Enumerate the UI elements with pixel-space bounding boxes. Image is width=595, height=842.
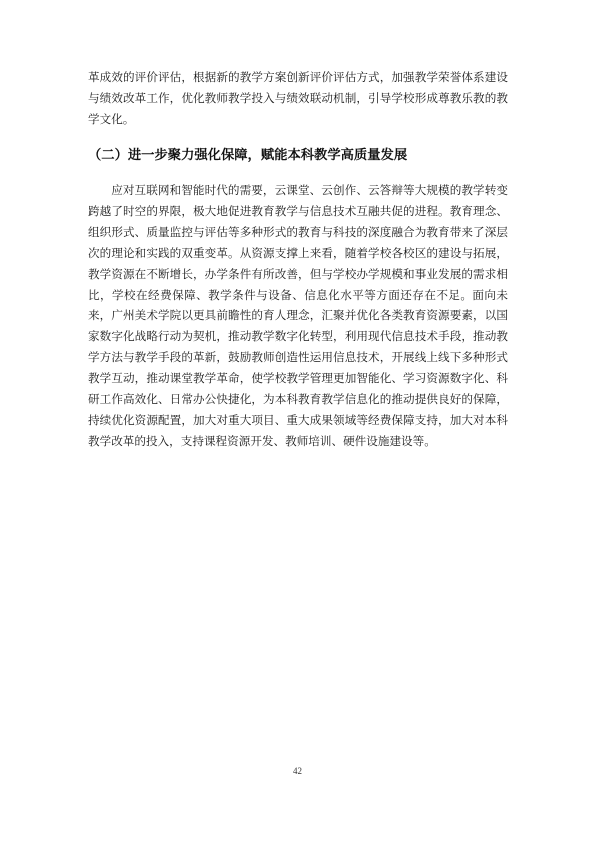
- continuation-paragraph: 革成效的评价评估，根据新的教学方案创新评价评估方式，加强教学荣誉体系建设与绩效改革工作，优化教师教学投入与绩效联动机制，引导学校形成尊教乐教的教学文化。: [88, 70, 508, 126]
- section-heading: （二）进一步聚力强化保障，赋能本科教学高质量发展: [88, 148, 408, 163]
- page-number: 42: [293, 766, 302, 776]
- section-body-paragraph: 应对互联网和智能时代的需要，云课堂、云创作、云答辩等大规模的教学转变跨越了时空的界限，极大地促进教育教学与信息技术互融共促的进程。教育理念、组织形式、质量监控与评估等多种形式的教育与科技的深度融合为教育带来了深层次的理论和实践的双重变革。从资源支撑上来看，随着学校各校区的建设与拓展，教学资源在不断增长，办学条件有所改善，但与学校办学规模和事业发展的需求相比，学校在经费保障、教学条件与设备、信息化水平等方面还存在不足。面向未来，广州美术学院以更具前瞻性的育人理念，汇聚并优化各类教育资源要素，以国家数字化战略行动为契机，推动教学数字化转型，利用现代信息技术手段，推动教学方法与教学手段的革新，鼓励教师创造性运用信息技术，开展线上线下多种形式教学互动，推动课堂教学革命，使学校教学管理更加智能化、学习资源数字化、科研工作高效化、日常办公快捷化，为本科教育教学信息化的推动提供良好的保障，持续优化资源配置，加大对重大项目、重大成果领域等经费保障支持，加大对本科教学改革的投入，支持课程资源开发、教师培训、硬件设施建设等。: [88, 183, 508, 448]
